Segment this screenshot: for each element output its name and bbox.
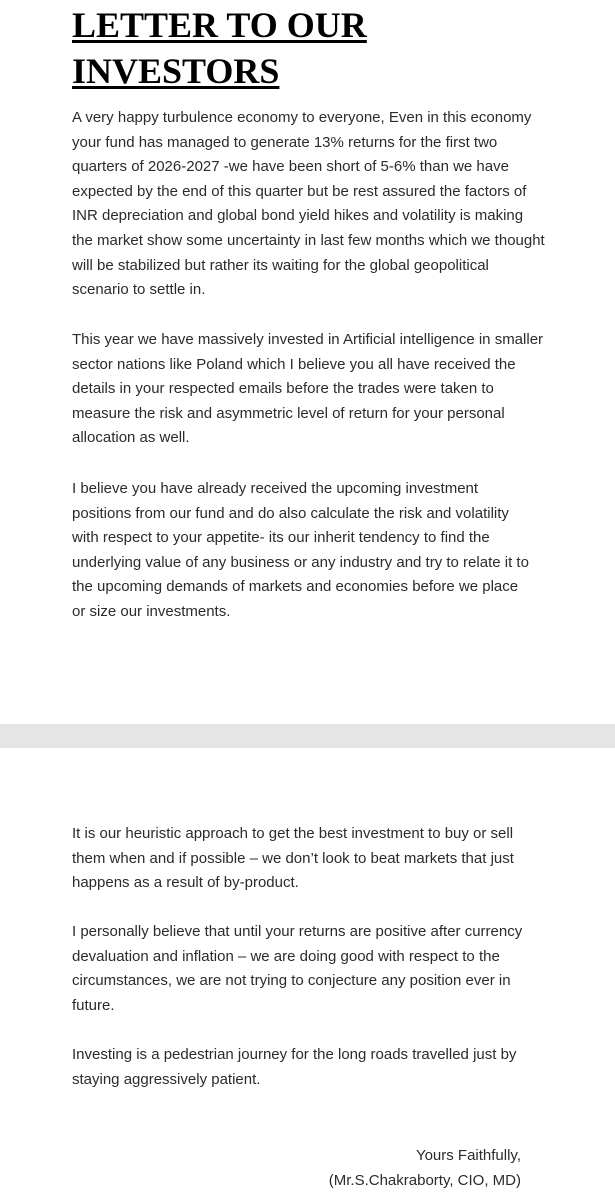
closing-salutation: Yours Faithfully, (415, 1147, 521, 1164)
letter-title: LETTER TO OUR INVESTORS (72, 5, 367, 91)
paragraph-returns-positive: I personally believe that until your returns are positive after currency devaluation and inflation – we are doing good with respect to the circumstances, we are not trying to conjecture any position ever in future. (72, 923, 523, 1014)
paragraph-heuristic-approach: It is our heuristic approach to get the best investment to buy or sell them when and if possible – we don’t look to beat markets that just happens as a result of by-product. (72, 825, 514, 892)
paragraph-upcoming-positions: I believe you have already received the upcoming investment positions from our fund and do also calculate the risk and volatility with respect to your appetite- its our inherit tendency to find the underlying value of any business or any industry and try to relate it to the upcoming demands of markets and economies before we place or size our investments. (72, 480, 529, 620)
page-separator (0, 724, 615, 748)
paragraph-returns: A very happy turbulence economy to everyone, Even in this economy your fund has managed to generate 13% returns for the first two quarters of 2026-2027 -we have been short of 5-6% than we have expected by the end of this quarter but be rest assured the factors of INR depreciation and global bond yield hikes and volatility is making the market show some uncertainty in last few months which we thought will be stabilized but rather its waiting for the global geopolitical scenario to settle in. (72, 109, 545, 299)
document-page-2 (0, 748, 615, 1200)
signature-name: (Mr.S.Chakraborty, CIO, MD) (328, 1172, 521, 1189)
paragraph-pedestrian-journey: Investing is a pedestrian journey for the long roads travelled just by staying aggressively patient. (72, 1046, 517, 1088)
paragraph-ai-investment: This year we have massively invested in Artificial intelligence in smaller sector nations like Poland which I believe you all have received the details in your respected emails before the trades were taken to measure the risk and asymmetric level of return for your personal allocation as well. (72, 331, 544, 447)
